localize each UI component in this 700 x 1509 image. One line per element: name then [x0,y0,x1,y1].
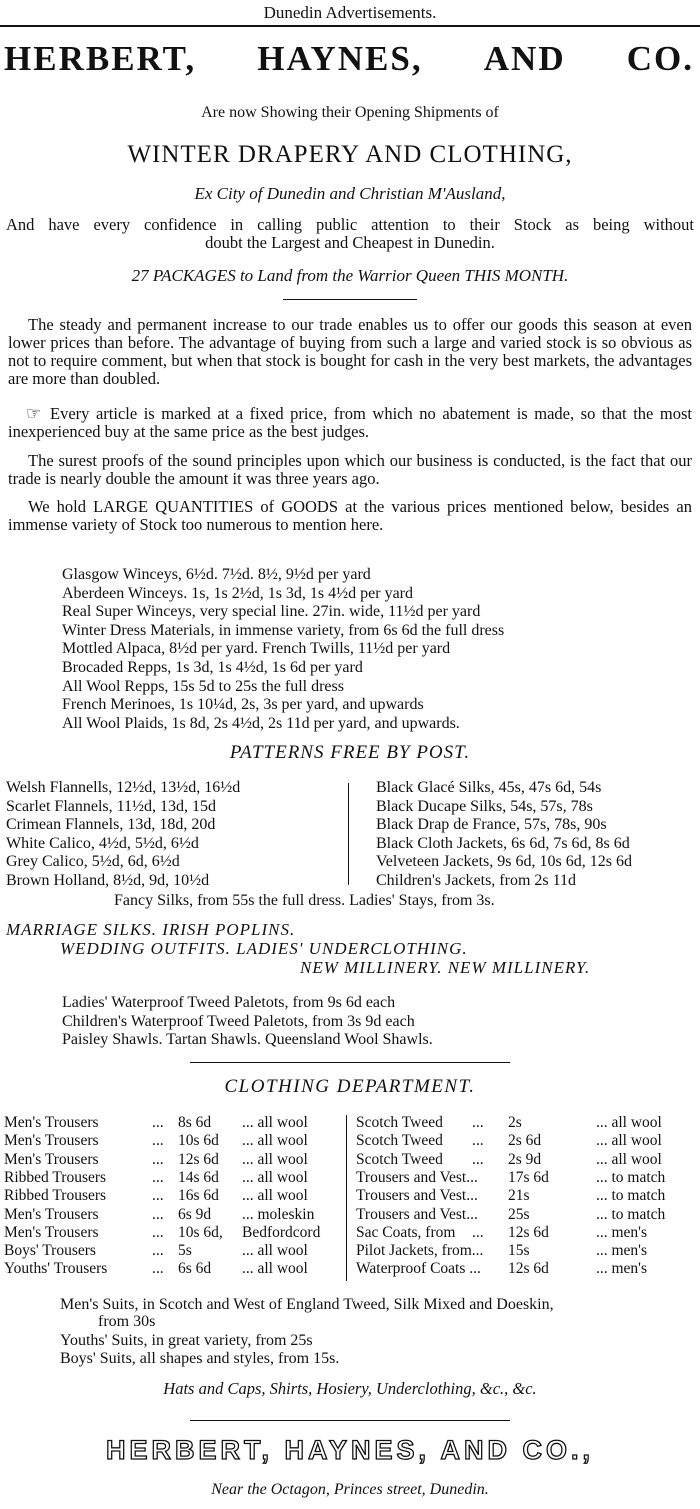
list-item: Aberdeen Winceys. 1s, 1s 2½d, 1s 3d, 1s 4½d per yard [62,584,413,602]
table-cell-dots: ... [152,1242,164,1260]
table-cell-price: 16s 6d [178,1187,219,1205]
column-divider [348,783,349,885]
list-item: Mottled Alpaca, 8½d per yard. French Twills, 11½d per yard [62,640,451,658]
specialties-line-3: NEW MILLINERY. NEW MILLINERY. [300,958,591,977]
intro-line: Are now Showing their Opening Shipments of [201,104,499,121]
table-cell-kind: ... all wool [242,1168,308,1186]
table-cell-dots: ... [152,1260,164,1278]
table-cell-kind: ... men's [596,1223,648,1241]
list-item: All Wool Repps, 15s 5d to 25s the full dress [62,677,344,695]
list-item: Black Glacé Silks, 45s, 47s 6d, 54s [376,779,602,796]
table-cell-item: Scotch Tweed [356,1150,443,1168]
table-cell-dots: ... [472,1132,484,1150]
firm-name-heading [4,39,694,79]
table-cell-price: 6s 6d [178,1260,212,1278]
paragraph-trade: The steady and permanent increase to our trade enables us to offer our goods this season at even lower prices than before. The advantage of buying from such a large and varied stock is so obvious as not to require comment, but when that stock is bought for cash in the very best markets, the advantages are more than doubled. [8,315,692,388]
list-item: Black Ducape Silks, 54s, 57s, 78s [376,797,593,815]
list-item: Brocaded Repps, 1s 3d, 1s 4½d, 1s 6d per yard [62,658,363,676]
silks-column [376,779,632,891]
list-item: Black Drap de France, 57s, 78s, 90s [376,816,607,834]
table-cell-price: 6s 9d [178,1205,212,1223]
short-rule [283,299,417,300]
table-cell-item: Scotch Tweed [356,1114,443,1131]
table-cell-kind: ... all wool [596,1150,662,1168]
confidence-line-1: And have every confidence in calling public attention to their Stock as being without [6,215,694,234]
suits-line-2: from 30s [98,1313,156,1330]
fabric-list [62,566,504,733]
table-cell-item: Scotch Tweed [356,1132,443,1150]
table-cell-kind: ... to match [596,1205,666,1223]
table-cell-price: 15s [508,1242,530,1260]
firm-name-part: HAYNES, [257,39,423,78]
table-cell-dots: ... [152,1187,164,1205]
table-cell-item: Trousers and Vest... [356,1205,478,1223]
list-item: Paisley Shawls. Tartan Shawls. Queensland Wool Shawls. [62,1031,433,1049]
table-cell-price: 2s 6d [508,1132,542,1150]
list-item: Black Cloth Jackets, 6s 6d, 7s 6d, 8s 6d [376,834,630,852]
table-cell-item: Trousers and Vest... [356,1187,478,1205]
list-item: White Calico, 4½d, 5½d, 6½d [6,834,199,852]
table-cell-price: 25s [508,1205,530,1223]
table-cell-item: Boys' Trousers [4,1242,96,1260]
packages-line: 27 PACKAGES to Land from the Warrior Queen THIS MONTH. [131,266,569,285]
table-cell-item: Men's Trousers [4,1150,99,1168]
table-cell-kind: ... all wool [596,1132,662,1150]
column-divider [346,1115,347,1281]
patterns-heading: PATTERNS FREE BY POST. [229,742,471,763]
table-cell-dots: ... [152,1132,164,1150]
table-cell-item: Men's Trousers [4,1114,99,1131]
flannels-column [6,779,240,891]
table-cell-item: Youths' Trousers [4,1260,108,1278]
suits-line-1: Men's Suits, in Scotch and West of England Tweed, Silk Mixed and Doeskin, [60,1296,554,1313]
table-cell-item: Men's Trousers [4,1205,99,1223]
list-item: Welsh Flannells, 12½d, 13½d, 16½d [6,779,241,796]
table-cell-price: 12s 6d [508,1260,549,1278]
list-item: Children's Jackets, from 2s 11d [376,871,577,889]
table-cell-dots: ... [472,1223,484,1241]
waterproofs-list [62,994,433,1050]
table-cell-item: Ribbed Trousers [4,1187,107,1205]
table-cell-dots: ... [472,1114,484,1131]
paragraph-fixed-price [8,405,692,441]
table-cell-dots: ... [472,1150,484,1168]
firm-name-part: HERBERT, [4,39,197,78]
table-cell-kind: ... all wool [242,1260,308,1278]
table-cell-kind: ... all wool [242,1150,308,1168]
table-cell-price: 17s 6d [508,1168,549,1186]
list-item: Scarlet Flannels, 11½d, 13d, 15d [6,797,217,815]
table-cell-item: Pilot Jackets, from... [356,1242,484,1260]
table-cell-price: 5s [178,1242,192,1260]
confidence-line-2: doubt the Largest and Cheapest in Dunedin. [205,233,495,252]
clothing-heading: CLOTHING DEPARTMENT. [224,1076,476,1097]
table-cell-kind: ... men's [596,1242,648,1260]
list-item: Children's Waterproof Tweed Paletots, from 3s 9d each [62,1012,415,1030]
table-cell-kind: ... to match [596,1187,666,1205]
table-cell-price: 10s 6d [178,1132,219,1150]
firm-name-part: AND [483,39,566,78]
hats-line: Hats and Caps, Shirts, Hosiery, Underclothing, &c., &c. [163,1379,537,1398]
list-item: Ladies' Waterproof Tweed Paletots, from 9s 6d each [62,994,396,1011]
list-item: Crimean Flannels, 13d, 18d, 20d [6,816,216,834]
footer-firm-name: HERBERT, HAYNES, AND CO., [105,1435,595,1465]
running-head: Dunedin Advertisements. [263,3,437,22]
table-cell-item: Men's Trousers [4,1132,99,1150]
table-cell-item: Sac Coats, from [356,1223,456,1241]
top-rule [0,25,700,27]
fancy-silks-line: Fancy Silks, from 55s the full dress. Ladies' Stays, from 3s. [114,892,495,909]
table-cell-dots: ... [152,1150,164,1168]
table-cell-price: 12s 6d [178,1150,219,1168]
suits-line-4: Boys' Suits, all shapes and styles, from 15s. [60,1350,340,1367]
table-cell-dots: ... [152,1205,164,1223]
table-cell-price: 12s 6d [508,1223,549,1241]
list-item: Velveteen Jackets, 9s 6d, 10s 6d, 12s 6d [376,853,632,871]
table-cell-kind: ... all wool [242,1187,308,1205]
table-cell-item: Waterproof Coats ... [356,1260,481,1278]
table-cell-kind: ... moleskin [242,1205,315,1223]
table-cell-kind: ... all wool [242,1114,308,1131]
headline: WINTER DRAPERY AND CLOTHING, [127,141,573,168]
list-item: Grey Calico, 5½d, 6d, 6½d [6,853,180,871]
specialties-line-2: WEDDING OUTFITS. LADIES' UNDERCLOTHING. [60,939,468,958]
list-item: Real Super Winceys, very special line. 27in. wide, 11½d per yard [62,603,481,621]
table-cell-kind: ... all wool [596,1114,662,1131]
list-item: All Wool Plaids, 1s 8d, 2s 4½d, 2s 11d per yard, and upwards. [62,714,460,732]
specialties-line-1: MARRIAGE SILKS. IRISH POPLINS. [6,920,296,939]
ships-line: Ex City of Dunedin and Christian M'Ausland, [194,184,506,203]
paragraph-proofs: The surest proofs of the sound principles upon which our business is conducted, is the fact that our trade is nearly double the amount it was three years ago. [8,451,692,488]
table-cell-price: 2s [508,1114,522,1131]
table-cell-price: 14s 6d [178,1168,219,1186]
table-cell-kind: ... all wool [242,1132,308,1150]
firm-name-part: CO. [626,39,694,78]
paragraph-quantities: We hold LARGE QUANTITIES of GOODS at the various prices mentioned below, besides an immense variety of Stock too numerous to mention here. [8,497,692,534]
table-cell-dots: ... [152,1168,164,1186]
table-cell-kind: ... to match [596,1168,666,1186]
footer-rule [190,1420,510,1421]
suits-line-3: Youths' Suits, in great variety, from 25s [60,1332,313,1349]
table-cell-item: Ribbed Trousers [4,1168,107,1186]
table-cell-kind: Bedfordcord [242,1223,321,1241]
list-item: Winter Dress Materials, in immense variety, from 6s 6d the full dress [62,621,505,639]
table-cell-price: 2s 9d [508,1150,542,1168]
table-cell-price: 21s [508,1187,530,1205]
list-item: French Merinoes, 1s 10¼d, 2s, 3s per yard, and upwards [62,696,424,714]
footer-address: Near the Octagon, Princes street, Dunedin. [211,1481,489,1498]
table-cell-dots: ... [152,1114,164,1131]
table-cell-kind: ... men's [596,1260,648,1278]
table-cell-dots: ... [152,1223,164,1241]
table-cell-kind: ... all wool [242,1242,308,1260]
list-item: Glasgow Winceys, 6½d. 7½d. 8½, 9½d per yard [62,566,371,583]
table-cell-item: Men's Trousers [4,1223,99,1241]
table-cell-price: 8s 6d [178,1114,212,1131]
table-cell-item: Trousers and Vest... [356,1168,478,1186]
section-rule [190,1062,510,1063]
paragraph-fixed-price-text: Every article is marked at a fixed price, from which no abatement is made, so that the most inexperienced buy at the same price as the best judges. [8,404,692,441]
pointing-hand-icon: ☞ [26,404,42,423]
table-cell-price: 10s 6d, [178,1223,223,1241]
list-item: Brown Holland, 8½d, 9d, 10½d [6,871,210,889]
